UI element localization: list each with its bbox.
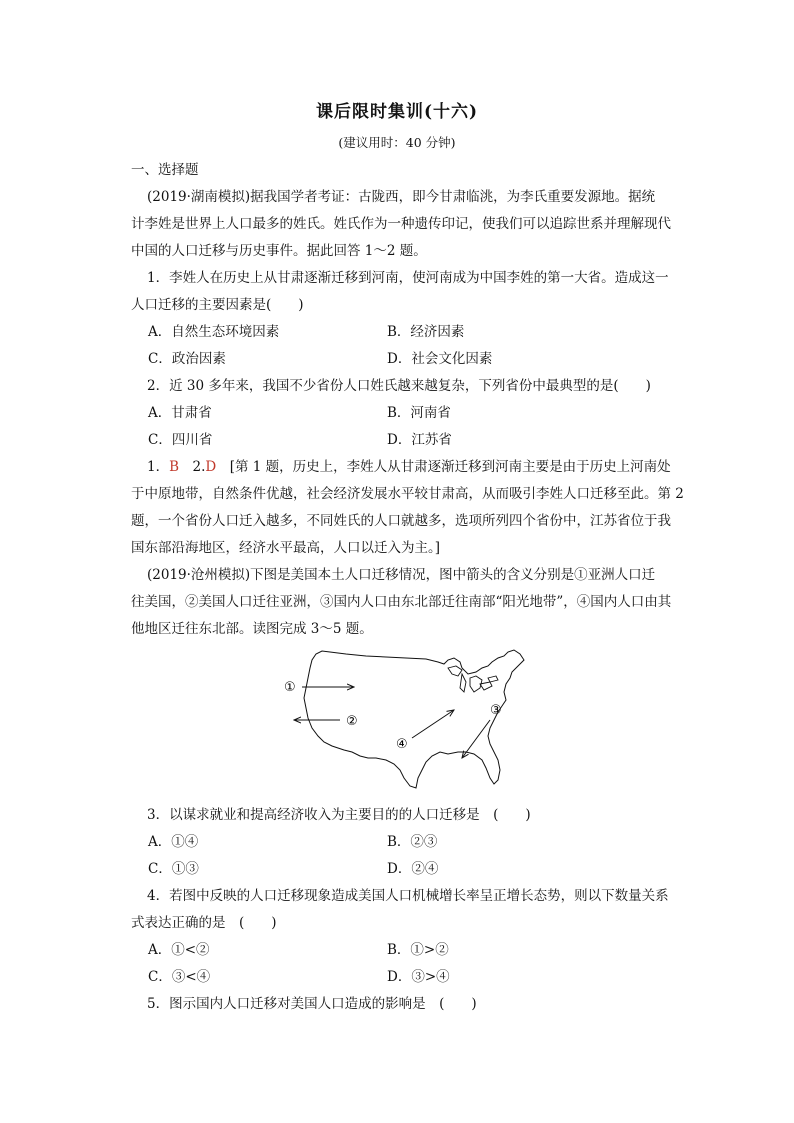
q1-stem: 1．李姓人在历史上从甘肃逐渐迁移到河南，使河南成为中国李姓的第一大省。造成这一 — [147, 270, 669, 286]
map-label-4: ④ — [396, 737, 408, 752]
answer-explanation-line: 国东部沿海地区，经济水平最高，人口以迁入为主。] — [131, 540, 441, 556]
answer-key-1: B — [169, 459, 180, 475]
answer-explanation-line: 于中原地带，自然条件优越，社会经济发展水平较甘肃高，从而吸引李姓人口迁移至此。第 2 — [131, 486, 684, 502]
answer-mid: 2. — [179, 459, 206, 475]
map-label-2: ② — [346, 714, 358, 729]
q3-option-d[interactable]: D．②④ — [387, 861, 439, 877]
usa-migration-map — [276, 648, 550, 794]
q1-stem: 人口迁移的主要因素是( ) — [131, 297, 304, 313]
q3-stem: 3．以谋求就业和提高经济收入为主要目的的人口迁移是 ( ) — [147, 807, 531, 823]
intro1-line: (2019·湖南模拟)据我国学者考证：古陇西，即今甘肃临洮，为李氏重要发源地。据统 — [147, 189, 656, 205]
page-title: 课后限时集训(十六) — [315, 102, 479, 122]
q2-option-b[interactable]: B．河南省 — [387, 405, 451, 421]
map-label-1: ① — [284, 680, 296, 695]
suggested-time: (建议用时：40 分钟) — [338, 135, 456, 150]
intro2-line: (2019·沧州模拟)下图是美国本土人口迁移情况，图中箭头的含义分别是①亚洲人口迁 — [147, 567, 656, 583]
intro1-line: 中国的人口迁移与历史事件。据此回答 1～2 题。 — [131, 243, 427, 259]
q2-stem: 2．近 30 多年来，我国不少省份人口姓氏越来越复杂，下列省份中最典型的是( ) — [147, 378, 651, 394]
q1-option-c[interactable]: C．政治因素 — [148, 351, 226, 367]
q4-option-b[interactable]: B．①>② — [387, 942, 449, 958]
answer-prefix: 1． — [147, 459, 170, 475]
q1-option-b[interactable]: B．经济因素 — [387, 324, 465, 340]
q3-option-c[interactable]: C．①③ — [148, 861, 199, 877]
answer-key-2: D — [205, 459, 217, 475]
q4-option-a[interactable]: A．①<② — [148, 942, 210, 958]
q4-stem: 式表达正确的是 ( ) — [131, 915, 277, 931]
q4-option-c[interactable]: C．③<④ — [148, 969, 211, 985]
answer-explanation-line: 题，一个省份人口迁入越多，不同姓氏的人口就越多，选项所列四个省份中，江苏省位于我 — [131, 513, 671, 529]
q4-option-d[interactable]: D．③>④ — [387, 969, 450, 985]
section-heading: 一、选择题 — [131, 162, 199, 178]
q3-option-b[interactable]: B．②③ — [387, 834, 438, 850]
q3-option-a[interactable]: A．①④ — [148, 834, 199, 850]
intro2-line: 往美国，②美国人口迁往亚洲，③国内人口由东北部迁往南部“阳光地带”，④国内人口由其 — [131, 594, 672, 610]
answer-1-2 — [147, 458, 671, 476]
q2-option-d[interactable]: D．江苏省 — [387, 432, 452, 448]
usa-outline — [304, 650, 524, 788]
q2-option-c[interactable]: C．四川省 — [148, 432, 213, 448]
q1-option-d[interactable]: D．社会文化因素 — [387, 351, 493, 367]
intro2-line: 他地区迁往东北部。读图完成 3～5 题。 — [131, 621, 373, 637]
answer-explanation: [第 1 题，历史上，李姓人从甘肃逐渐迁移到河南主要是由于历史上河南处 — [216, 459, 671, 475]
map-label-3: ③ — [490, 703, 502, 718]
q5-stem: 5．图示国内人口迁移对美国人口造成的影响是 ( ) — [147, 996, 477, 1012]
q2-option-a[interactable]: A．甘肃省 — [148, 405, 212, 421]
q4-stem: 4．若图中反映的人口迁移现象造成美国人口机械增长率呈正增长态势，则以下数量关系 — [147, 888, 669, 904]
intro1-line: 计李姓是世界上人口最多的姓氏。姓氏作为一种遗传印记，使我们可以追踪世系并理解现代 — [131, 216, 671, 232]
q1-option-a[interactable]: A．自然生态环境因素 — [148, 324, 280, 340]
